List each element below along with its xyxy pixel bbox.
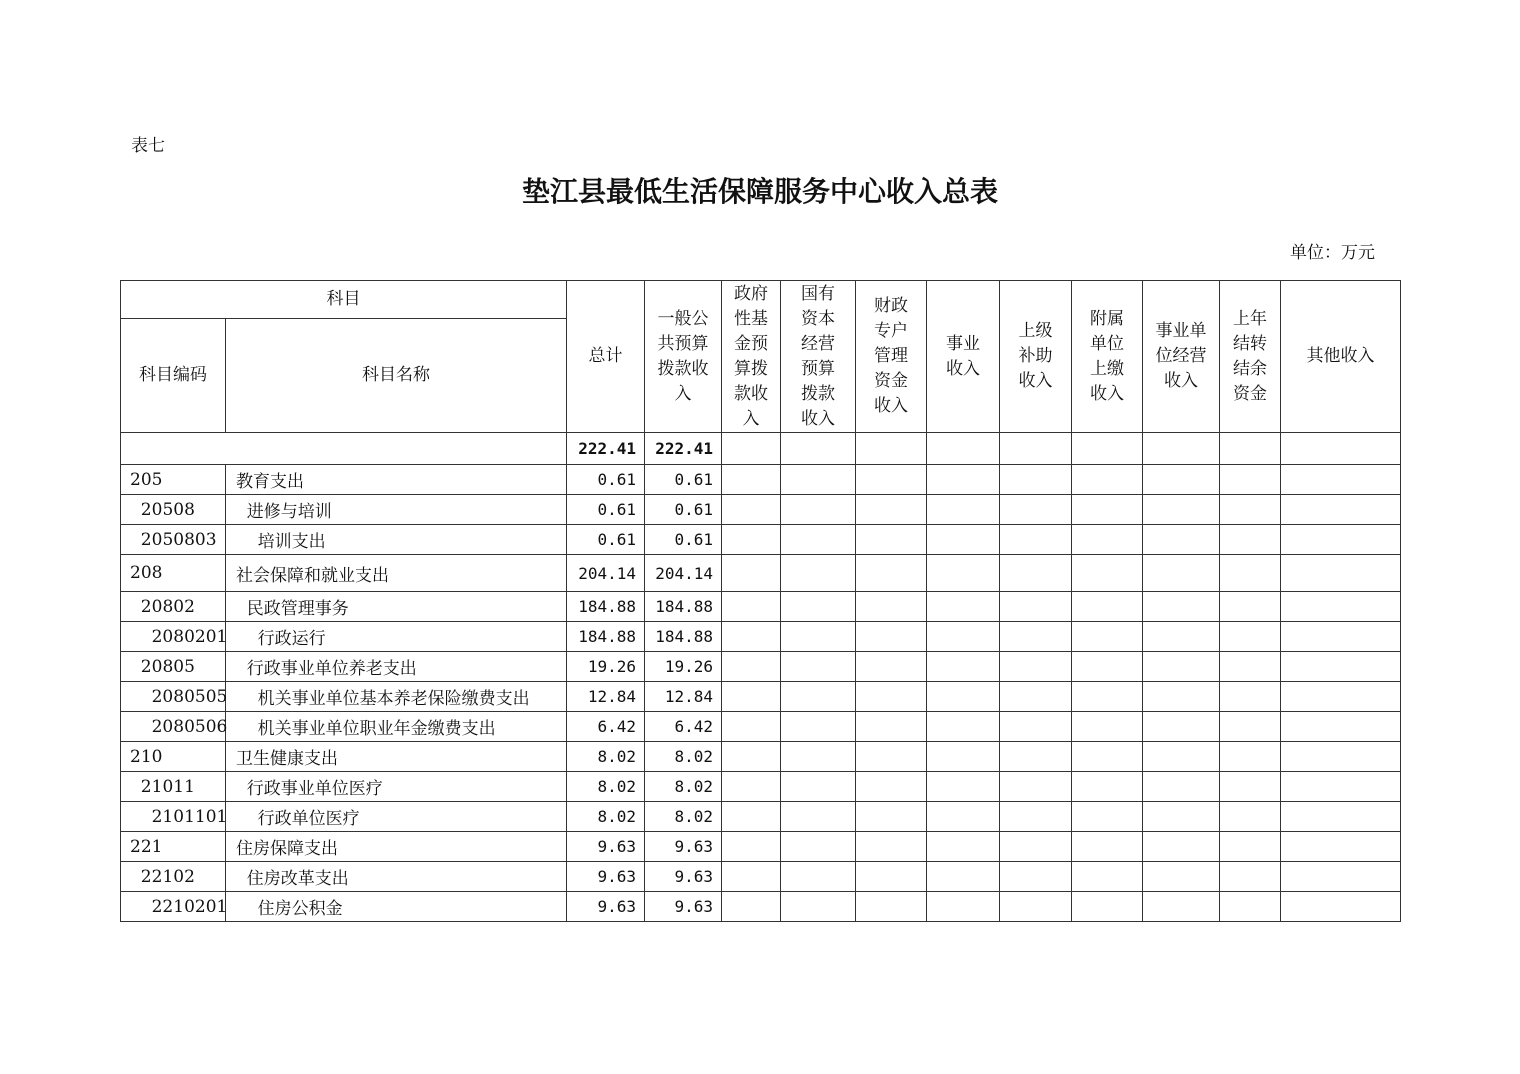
empty-cell <box>856 892 927 922</box>
empty-cell <box>1000 742 1072 772</box>
row-total: 9.63 <box>567 892 645 922</box>
table-row <box>121 465 1401 495</box>
empty-cell <box>1281 892 1401 922</box>
table-row <box>121 652 1401 682</box>
empty-cell <box>781 832 856 862</box>
row-code: 2210201 <box>121 892 226 922</box>
header-state-capital: 国有 资本 经营 预算 拨款 收入 <box>781 281 856 433</box>
empty-cell <box>927 652 1000 682</box>
empty-cell <box>1072 652 1143 682</box>
row-name: 行政单位医疗 <box>226 802 567 832</box>
empty-cell <box>1000 555 1072 592</box>
empty-cell <box>1281 742 1401 772</box>
table-row <box>121 555 1401 592</box>
empty-cell <box>722 802 781 832</box>
empty-cell <box>722 742 781 772</box>
empty-cell <box>1000 465 1072 495</box>
empty-cell <box>781 682 856 712</box>
empty-cell <box>781 742 856 772</box>
empty-cell <box>927 772 1000 802</box>
income-summary-table <box>120 280 1401 922</box>
empty-cell <box>856 622 927 652</box>
table-row <box>121 622 1401 652</box>
table-row <box>121 802 1401 832</box>
empty-cell <box>856 772 927 802</box>
empty-cell <box>1072 495 1143 525</box>
empty-cell <box>1143 555 1220 592</box>
row-total: 12.84 <box>567 682 645 712</box>
empty-cell <box>722 712 781 742</box>
empty-cell <box>722 555 781 592</box>
row-name: 行政运行 <box>226 622 567 652</box>
empty-cell <box>1220 652 1281 682</box>
empty-cell <box>1072 525 1143 555</box>
empty-cell <box>1143 682 1220 712</box>
empty-cell <box>1000 862 1072 892</box>
header-business-income: 事业 收入 <box>927 281 1000 433</box>
row-total: 19.26 <box>567 652 645 682</box>
empty-cell <box>856 742 927 772</box>
empty-cell <box>1220 892 1281 922</box>
table-row <box>121 495 1401 525</box>
row-total: 8.02 <box>567 742 645 772</box>
empty-cell <box>927 862 1000 892</box>
empty-cell <box>722 465 781 495</box>
empty-cell <box>927 682 1000 712</box>
row-code: 210 <box>121 742 226 772</box>
empty-cell <box>722 622 781 652</box>
empty-cell <box>1143 892 1220 922</box>
empty-cell <box>1143 802 1220 832</box>
empty-cell <box>1281 622 1401 652</box>
empty-cell <box>781 862 856 892</box>
empty-cell <box>1000 652 1072 682</box>
empty-cell <box>1220 772 1281 802</box>
header-name: 科目名称 <box>226 319 567 433</box>
empty-cell <box>856 555 927 592</box>
empty-cell <box>1072 832 1143 862</box>
row-name: 进修与培训 <box>226 495 567 525</box>
empty-cell <box>856 495 927 525</box>
empty-cell <box>722 832 781 862</box>
empty-cell <box>927 712 1000 742</box>
row-general-budget: 9.63 <box>645 892 722 922</box>
empty-cell <box>722 892 781 922</box>
empty-cell <box>1281 465 1401 495</box>
row-total: 204.14 <box>567 555 645 592</box>
empty-cell <box>927 802 1000 832</box>
empty-cell <box>1220 555 1281 592</box>
page-title: 垫江县最低生活保障服务中心收入总表 <box>521 175 998 208</box>
empty-cell <box>1000 772 1072 802</box>
row-general-budget: 12.84 <box>645 682 722 712</box>
empty-cell <box>927 495 1000 525</box>
empty-cell <box>781 622 856 652</box>
empty-cell <box>1072 712 1143 742</box>
row-general-budget: 9.63 <box>645 832 722 862</box>
empty-cell <box>781 892 856 922</box>
table-row <box>121 592 1401 622</box>
empty-cell <box>1000 682 1072 712</box>
empty-cell <box>1143 465 1220 495</box>
header-code: 科目编码 <box>121 319 226 433</box>
empty-cell <box>1000 802 1072 832</box>
row-name: 住房改革支出 <box>226 862 567 892</box>
row-name: 住房公积金 <box>226 892 567 922</box>
empty-cell <box>927 832 1000 862</box>
empty-cell <box>722 862 781 892</box>
empty-cell <box>1143 652 1220 682</box>
table-row <box>121 832 1401 862</box>
empty-cell <box>722 652 781 682</box>
row-code: 2080505 <box>121 682 226 712</box>
empty-cell <box>781 592 856 622</box>
row-total: 8.02 <box>567 772 645 802</box>
empty-cell <box>856 802 927 832</box>
empty-cell <box>1281 802 1401 832</box>
row-name: 卫生健康支出 <box>226 742 567 772</box>
empty-cell <box>1143 495 1220 525</box>
empty-cell <box>856 592 927 622</box>
row-code: 20508 <box>121 495 226 525</box>
empty-cell <box>856 832 927 862</box>
empty-cell <box>1281 712 1401 742</box>
empty-cell <box>1072 742 1143 772</box>
empty-cell <box>1143 862 1220 892</box>
header-business-operating: 事业单 位经营 收入 <box>1143 281 1220 433</box>
empty-cell <box>1000 892 1072 922</box>
empty-cell <box>1220 682 1281 712</box>
row-general-budget: 0.61 <box>645 465 722 495</box>
header-general-budget: 一般公 共预算 拨款收 入 <box>645 281 722 433</box>
empty-cell <box>1220 465 1281 495</box>
empty-cell <box>722 495 781 525</box>
empty-cell <box>927 465 1000 495</box>
empty-cell <box>1281 832 1401 862</box>
empty-cell <box>1281 682 1401 712</box>
empty-cell <box>1000 622 1072 652</box>
row-total: 6.42 <box>567 712 645 742</box>
empty-cell <box>1220 712 1281 742</box>
row-code: 22102 <box>121 862 226 892</box>
row-code: 2050803 <box>121 525 226 555</box>
empty-cell <box>1220 832 1281 862</box>
empty-cell <box>781 802 856 832</box>
row-code: 21011 <box>121 772 226 802</box>
row-general-budget: 8.02 <box>645 742 722 772</box>
row-name: 行政事业单位医疗 <box>226 772 567 802</box>
empty-cell <box>1072 862 1143 892</box>
total-row <box>121 433 1401 465</box>
empty-cell <box>1072 772 1143 802</box>
empty-cell <box>1143 712 1220 742</box>
row-general-budget: 184.88 <box>645 592 722 622</box>
unit-label: 单位：万元 <box>1290 243 1375 263</box>
empty-cell <box>1000 525 1072 555</box>
row-code: 20805 <box>121 652 226 682</box>
empty-cell <box>927 555 1000 592</box>
row-code: 2101101 <box>121 802 226 832</box>
empty-cell <box>1143 742 1220 772</box>
empty-cell <box>1072 465 1143 495</box>
row-name: 培训支出 <box>226 525 567 555</box>
header-gov-fund: 政府 性基 金预 算拨 款收 入 <box>722 281 781 433</box>
empty-cell <box>1281 555 1401 592</box>
empty-cell <box>1143 622 1220 652</box>
header-total: 总计 <box>567 281 645 433</box>
row-code: 2080201 <box>121 622 226 652</box>
row-general-budget: 184.88 <box>645 622 722 652</box>
table-row <box>121 892 1401 922</box>
empty-cell <box>927 892 1000 922</box>
row-name: 住房保障支出 <box>226 832 567 862</box>
table-row <box>121 525 1401 555</box>
empty-cell <box>1220 742 1281 772</box>
empty-cell <box>781 712 856 742</box>
empty-cell <box>1281 525 1401 555</box>
empty-cell <box>1072 682 1143 712</box>
table-row <box>121 742 1401 772</box>
row-general-budget: 0.61 <box>645 525 722 555</box>
empty-cell <box>781 525 856 555</box>
header-fiscal-special: 财政 专户 管理 资金 收入 <box>856 281 927 433</box>
total-general-budget: 222.41 <box>645 433 722 465</box>
empty-cell <box>1143 592 1220 622</box>
row-total: 184.88 <box>567 592 645 622</box>
empty-cell <box>1143 772 1220 802</box>
empty-cell <box>1072 802 1143 832</box>
row-total: 0.61 <box>567 495 645 525</box>
table-row <box>121 712 1401 742</box>
empty-cell <box>781 465 856 495</box>
empty-cell <box>927 525 1000 555</box>
empty-cell <box>1143 832 1220 862</box>
row-general-budget: 8.02 <box>645 802 722 832</box>
empty-cell <box>856 712 927 742</box>
row-code: 2080506 <box>121 712 226 742</box>
empty-cell <box>1000 712 1072 742</box>
empty-cell <box>927 592 1000 622</box>
empty-cell <box>1281 592 1401 622</box>
empty-cell <box>927 742 1000 772</box>
empty-cell <box>1220 802 1281 832</box>
row-name: 民政管理事务 <box>226 592 567 622</box>
empty-cell <box>1072 622 1143 652</box>
row-general-budget: 8.02 <box>645 772 722 802</box>
empty-cell <box>1143 525 1220 555</box>
empty-cell <box>856 652 927 682</box>
empty-cell <box>1072 592 1143 622</box>
row-total: 184.88 <box>567 622 645 652</box>
row-total: 9.63 <box>567 832 645 862</box>
empty-cell <box>1220 495 1281 525</box>
empty-cell <box>781 555 856 592</box>
empty-cell <box>722 772 781 802</box>
row-total: 0.61 <box>567 525 645 555</box>
empty-cell <box>781 652 856 682</box>
empty-cell <box>781 495 856 525</box>
empty-cell <box>1281 772 1401 802</box>
empty-cell <box>1072 892 1143 922</box>
table-row <box>121 862 1401 892</box>
header-higher-subsidy: 上级 补助 收入 <box>1000 281 1072 433</box>
empty-cell <box>927 622 1000 652</box>
row-general-budget: 6.42 <box>645 712 722 742</box>
header-carryover: 上年 结转 结余 资金 <box>1220 281 1281 433</box>
row-name: 机关事业单位基本养老保险缴费支出 <box>226 682 567 712</box>
total-value: 222.41 <box>567 433 645 465</box>
row-name: 教育支出 <box>226 465 567 495</box>
row-name: 机关事业单位职业年金缴费支出 <box>226 712 567 742</box>
header-affiliated-income: 附属 单位 上缴 收入 <box>1072 281 1143 433</box>
row-total: 8.02 <box>567 802 645 832</box>
empty-cell <box>1000 495 1072 525</box>
empty-cell <box>781 772 856 802</box>
empty-cell <box>722 682 781 712</box>
empty-cell <box>1000 592 1072 622</box>
empty-cell <box>1220 592 1281 622</box>
empty-cell <box>1072 555 1143 592</box>
row-general-budget: 19.26 <box>645 652 722 682</box>
row-name: 社会保障和就业支出 <box>226 555 567 592</box>
empty-cell <box>856 682 927 712</box>
empty-cell <box>856 525 927 555</box>
row-name: 行政事业单位养老支出 <box>226 652 567 682</box>
row-code: 205 <box>121 465 226 495</box>
row-total: 9.63 <box>567 862 645 892</box>
row-general-budget: 9.63 <box>645 862 722 892</box>
row-code: 208 <box>121 555 226 592</box>
header-other-income: 其他收入 <box>1281 281 1401 433</box>
empty-cell <box>722 592 781 622</box>
empty-cell <box>1220 525 1281 555</box>
row-general-budget: 204.14 <box>645 555 722 592</box>
table-number: 表七 <box>131 136 165 156</box>
row-total: 0.61 <box>567 465 645 495</box>
empty-cell <box>1000 832 1072 862</box>
empty-cell <box>856 862 927 892</box>
row-code: 20802 <box>121 592 226 622</box>
table-row <box>121 682 1401 712</box>
row-code: 221 <box>121 832 226 862</box>
header-subject: 科目 <box>121 281 567 319</box>
empty-cell <box>1281 495 1401 525</box>
empty-cell <box>856 465 927 495</box>
table-row <box>121 772 1401 802</box>
row-general-budget: 0.61 <box>645 495 722 525</box>
empty-cell <box>722 525 781 555</box>
empty-cell <box>1220 622 1281 652</box>
empty-cell <box>1281 862 1401 892</box>
empty-cell <box>1220 862 1281 892</box>
empty-cell <box>1281 652 1401 682</box>
